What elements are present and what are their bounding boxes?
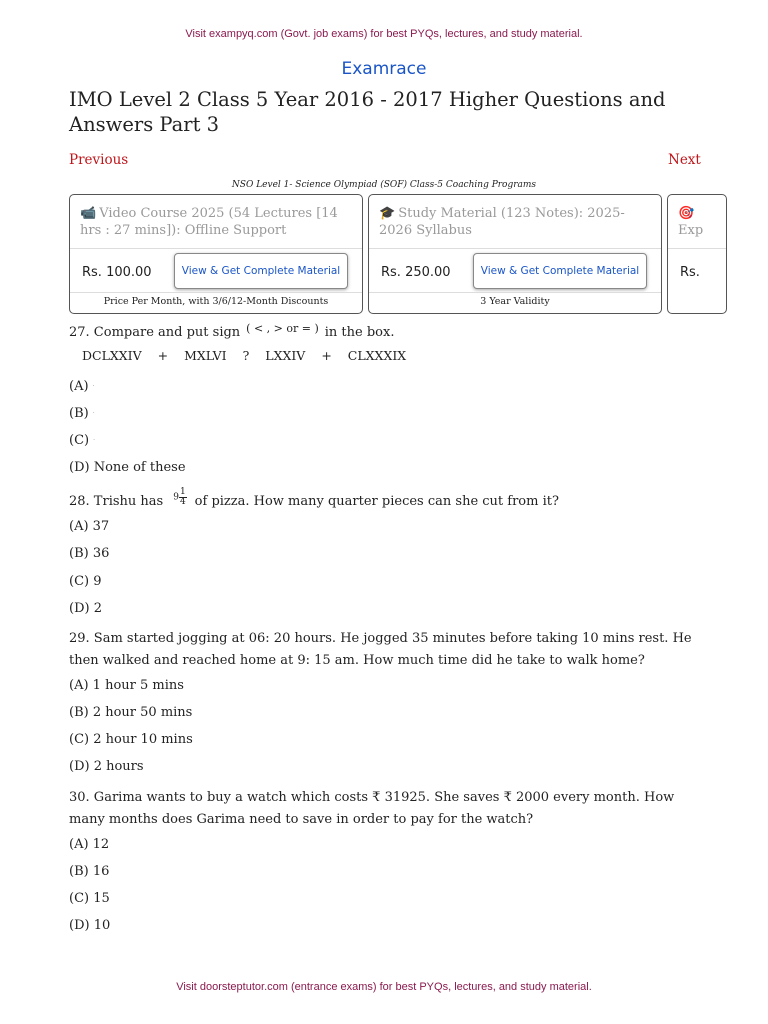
- option: (C) ·: [69, 433, 96, 448]
- roman-expression: DCLXXIV + MXLVI ? LXXIV + CLXXXIX: [82, 348, 407, 363]
- question-27: 27. Compare and put sign $^{( < , > or = )}$ in the box.: [69, 322, 395, 340]
- option: (B) 16: [69, 864, 110, 879]
- option: (D) 2 hours: [69, 759, 144, 774]
- option: (B) ·: [69, 406, 95, 421]
- graduation-cap-icon: 🎓: [379, 206, 396, 221]
- next-link[interactable]: Next: [668, 152, 701, 168]
- courses-caption[interactable]: NSO Level 1- Science Olympiad (SOF) Class-5 Coaching Programs: [231, 180, 537, 190]
- question-30: 30. Garima wants to buy a watch which costs ₹ 31925. She saves ₹ 2000 every month. How many months does Garima need to save in order to pay for the watch?: [69, 790, 675, 827]
- divider: [70, 292, 362, 293]
- option: (A) 37: [69, 519, 110, 534]
- option: (A) ·: [69, 379, 95, 394]
- top-promo-link[interactable]: Visit exampyq.com (Govt. job exams) for best PYQs, lectures, and study material.: [185, 28, 583, 40]
- course-card-title[interactable]: 🎯 Exp: [678, 206, 704, 238]
- option: (C) 15: [69, 891, 110, 906]
- course-card-title[interactable]: 📹 Video Course 2025 (54 Lectures [14 hrs : 27 mins]): Offline Support: [80, 206, 338, 238]
- option: (B) 36: [69, 546, 110, 561]
- brand-link[interactable]: Examrace: [341, 59, 427, 79]
- mixed-fraction: 9 $\frac{1}{4}$: [173, 487, 186, 507]
- view-material-button[interactable]: View & Get Complete Material: [473, 253, 647, 289]
- comparison-signs: ( < , > or = ): [246, 322, 319, 335]
- video-camera-icon: 📹: [80, 206, 97, 221]
- option: (D) 2: [69, 601, 102, 616]
- divider: [668, 248, 726, 249]
- course-card-title[interactable]: 🎓 Study Material (123 Notes): 2025-2026 Syllabus: [379, 206, 625, 238]
- course-card-partial[interactable]: [667, 194, 727, 314]
- option: (A) 12: [69, 837, 110, 852]
- course-cards: [69, 194, 704, 316]
- course-price: Rs.: [680, 265, 700, 280]
- target-icon: 🎯: [678, 206, 695, 221]
- option: (A) 1 hour 5 mins: [69, 678, 184, 693]
- course-card-study-material[interactable]: [368, 194, 662, 314]
- question-28: 28. Trishu has 9 $\frac{1}{4}$ of pizza. How many quarter pieces can she cut from it?: [69, 487, 559, 509]
- course-price-note: Price Per Month, with 3/6/12-Month Discounts: [103, 296, 329, 307]
- bottom-promo-link[interactable]: Visit doorsteptutor.com (entrance exams) for best PYQs, lectures, and study material.: [176, 981, 592, 993]
- previous-link[interactable]: Previous: [69, 152, 129, 168]
- course-card-video[interactable]: [69, 194, 363, 314]
- course-price: Rs. 250.00: [381, 265, 451, 280]
- view-material-button[interactable]: View & Get Complete Material: [174, 253, 348, 289]
- option: (C) 9: [69, 574, 102, 589]
- course-validity-note: 3 Year Validity: [480, 296, 550, 307]
- option: (D) 10: [69, 918, 111, 933]
- page-title: IMO Level 2 Class 5 Year 2016 - 2017 Higher Questions and Answers Part 3: [69, 88, 666, 136]
- question-29: 29. Sam started jogging at 06: 20 hours. He jogged 35 minutes before taking 10 mins rest. He then walked and reached home at 9: 15 am. How much time did he take to walk home?: [69, 631, 692, 668]
- option: (C) 2 hour 10 mins: [69, 732, 193, 747]
- course-price: Rs. 100.00: [82, 265, 152, 280]
- divider: [369, 292, 661, 293]
- divider: [369, 248, 661, 249]
- option: (B) 2 hour 50 mins: [69, 705, 193, 720]
- option: (D) None of these: [69, 460, 186, 475]
- divider: [70, 248, 362, 249]
